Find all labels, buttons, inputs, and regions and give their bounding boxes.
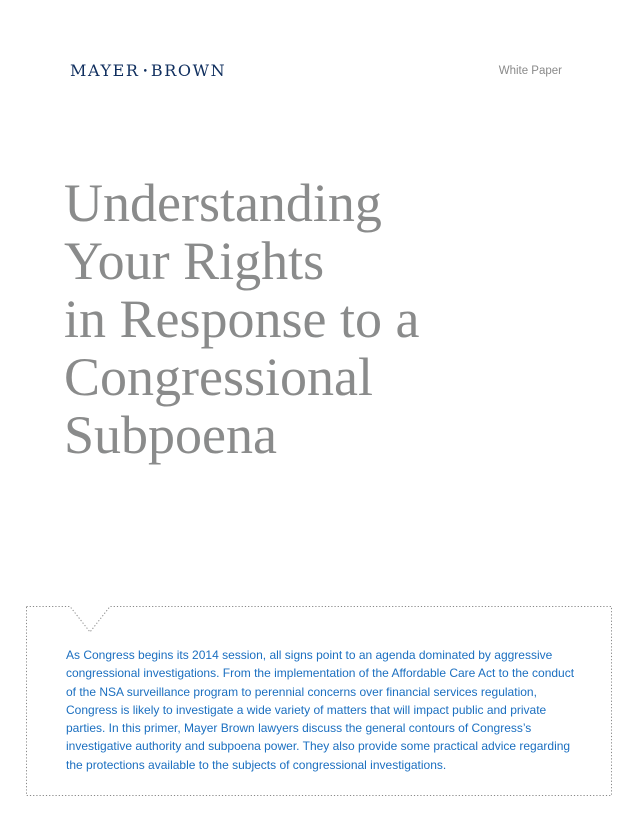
logo-word-brown: BROWN (150, 61, 227, 80)
page-title (64, 174, 419, 464)
title-line: Understanding (64, 173, 382, 233)
logo-word-mayer: MAYER (70, 61, 140, 80)
title-line: in Response to a (64, 289, 420, 349)
summary-paragraph: As Congress begins its 2014 session, all signs point to an agenda dominated by aggressive congressional investigations. From the implementation of the Affordable Care Act to the conduct of the NSA surveillance program to perennial concerns over financial services regulation, Congress is likely to investigate a wide variety of matters that will impact public and private parties. In this primer, Mayer Brown lawyers discuss the general contours of Congress’s investigative authority and subpoena power. They also provide some practical advice regarding the protections available to the subjects of congressional investigations. (66, 648, 575, 772)
title-line: Subpoena (64, 405, 277, 465)
logo-separator: • (142, 67, 148, 77)
mayer-brown-logo (70, 61, 226, 80)
summary-callout-box (26, 606, 612, 796)
title-line: Congressional (64, 347, 373, 407)
title-line: Your Rights (64, 231, 325, 291)
document-type-label: White Paper (498, 65, 562, 77)
